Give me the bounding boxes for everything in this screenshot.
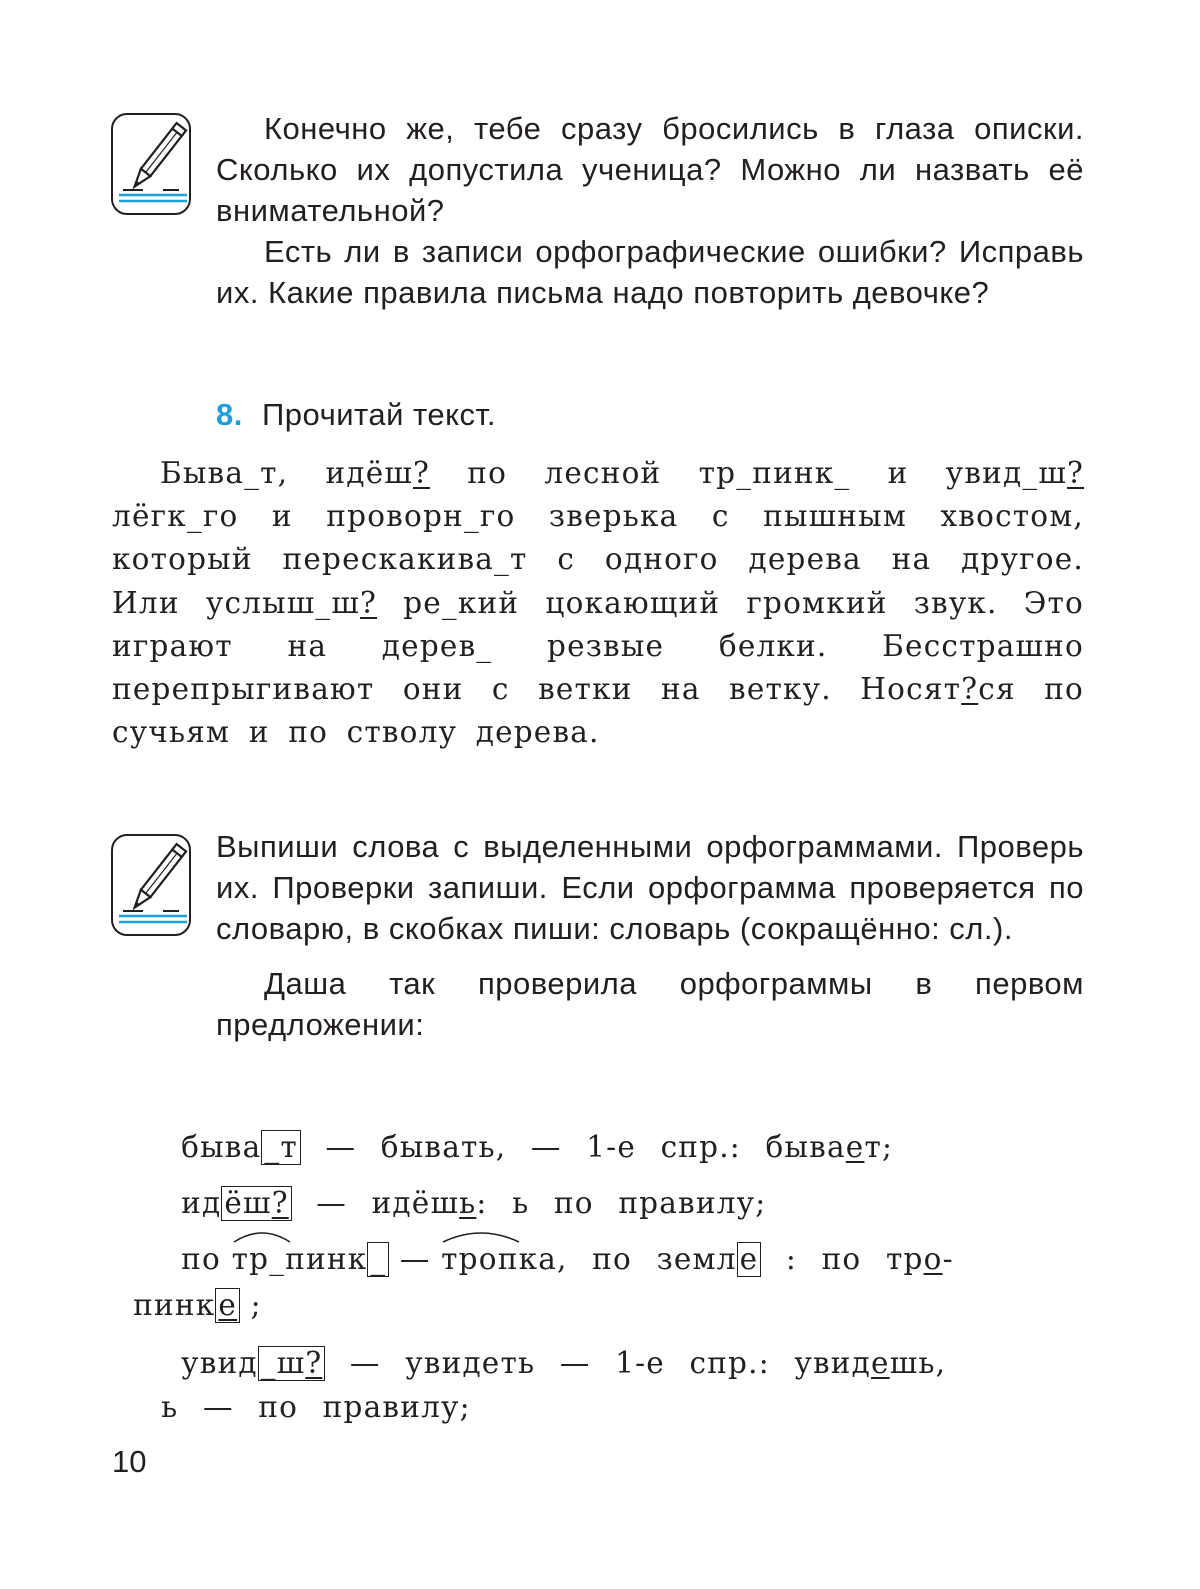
exercise-number: 8.	[216, 397, 243, 432]
task-text-block-2	[216, 826, 1084, 1045]
pencil-icon	[111, 113, 191, 215]
orthogram-box: _	[367, 1242, 389, 1277]
page-number: 10	[112, 1444, 147, 1479]
orthogram-box: _ш?	[258, 1346, 326, 1381]
orthogram-box: е	[215, 1288, 240, 1323]
story-text	[112, 452, 1084, 754]
instruction-paragraph: Выпиши слова с выделенными орфограммами. Проверь их. Проверки запиши. Если орфограмма проверяется по словарю, в скобках пиши: словарь (сокращённо: сл.).	[216, 829, 1084, 946]
check-line-1: быва _т — бывать, — 1-е спр.: бывает;	[181, 1130, 894, 1164]
check-line-4: пинк е ;	[133, 1288, 262, 1322]
check-line-2: ид ёш? — идёшь: ь по правилу;	[181, 1186, 767, 1220]
story-paragraph: Быва_т, идёш? по лесной тр_пинк_ и увид_ш? лёгк_го и проворн_го зверька с пышным хвостом, который перескакива_т с одного дерева на другое. Или услыш_ш? ре_кий цокающий громкий звук. Это играют на дерев_ резвые белки. Бесстрашно перепрыгивают они с ветки на ветку. Носят?ся по сучьям и по стволу дерева.	[112, 456, 1085, 750]
orthogram-box: е	[737, 1242, 762, 1277]
check-line-5: увид _ш? — увидеть — 1-е спр.: увидешь,	[181, 1346, 947, 1380]
question-paragraph: Конечно же, тебе сразу бросились в глаза описки. Сколько их допустила ученица? Можно ли назвать её внимательной?	[216, 111, 1084, 228]
check-line-6: ь — по правилу;	[161, 1390, 471, 1424]
pencil-icon	[111, 834, 191, 936]
root-arc: тр_пинк	[232, 1242, 368, 1276]
exercise-heading	[216, 394, 1084, 435]
check-line-3: по тр_пинк _ — тропка, по земл е : по тро-	[160, 1208, 954, 1277]
question-paragraph: Есть ли в записи орфографические ошибки? Исправь их. Какие правила письма надо повторить девочке?	[216, 234, 1084, 310]
task-text-block-1	[216, 108, 1084, 313]
orthogram-box: ёш?	[221, 1186, 291, 1221]
exercise-title: Прочитай текст.	[261, 397, 496, 432]
instruction-paragraph: Даша так проверила орфограммы в первом предложении:	[216, 966, 1084, 1042]
root-arc: тропка	[441, 1242, 557, 1276]
orthogram-box: _т	[261, 1130, 300, 1165]
